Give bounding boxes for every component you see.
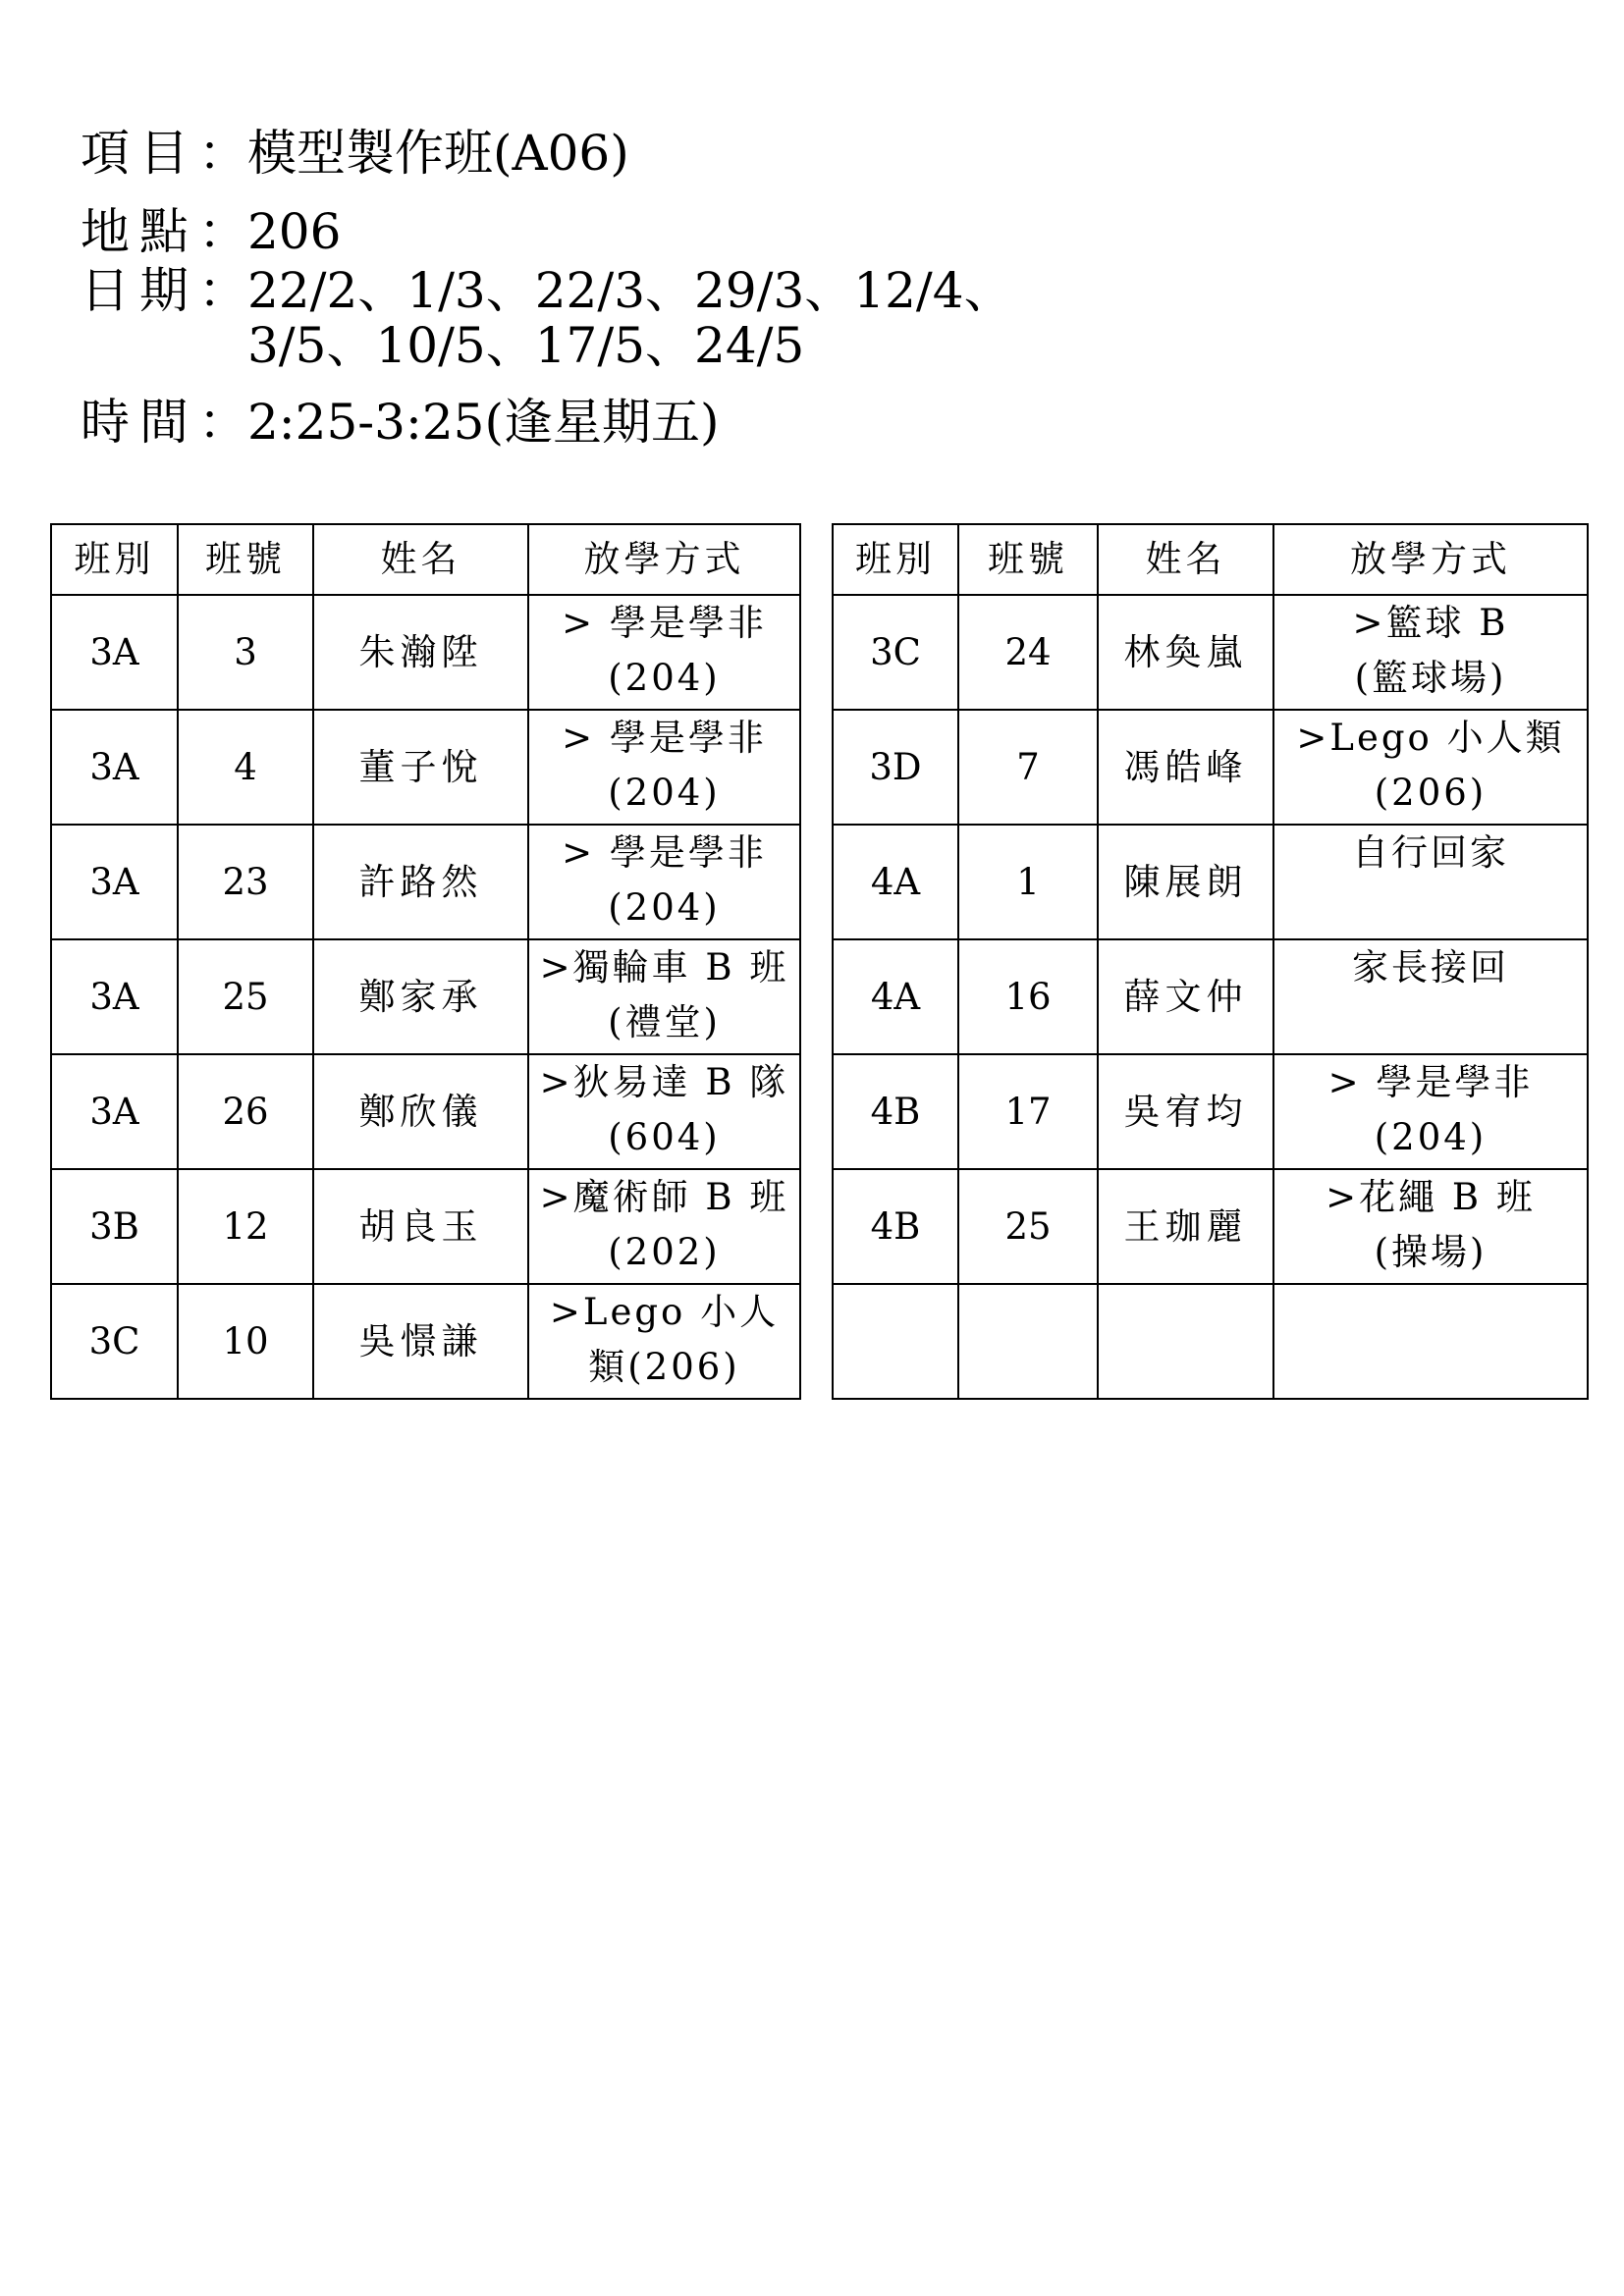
roster-table-right <box>832 523 1589 1400</box>
class-cell: 4A <box>833 939 958 1054</box>
number-cell: 1 <box>958 825 1098 939</box>
number-cell: 3 <box>178 595 313 710</box>
class-cell: 4B <box>833 1054 958 1169</box>
name-cell: 薛文仲 <box>1098 939 1273 1054</box>
table-row <box>51 710 800 825</box>
table-row <box>833 825 1588 939</box>
table-row <box>833 939 1588 1054</box>
date-line-2: 3/5、10/5、17/5、24/5 <box>247 317 805 374</box>
item-label: 項目 <box>81 125 198 182</box>
number-cell: 16 <box>958 939 1098 1054</box>
method-line-2: (操場) <box>1374 1231 1488 1273</box>
method-cell <box>1273 939 1588 1054</box>
method-line-1: >獨輪車 B 班 <box>539 946 789 988</box>
name-cell: 陳展朗 <box>1098 825 1273 939</box>
column-header-name: 姓名 <box>313 524 528 595</box>
method-line-1: >狄易達 B 隊 <box>539 1061 789 1103</box>
method-cell <box>1273 1284 1588 1399</box>
method-cell <box>528 825 800 939</box>
roster-table-left <box>50 523 801 1400</box>
method-line-2: (202) <box>608 1231 721 1273</box>
item-colon: ： <box>198 125 247 182</box>
class-cell: 3B <box>51 1169 178 1284</box>
item-row <box>81 126 1013 181</box>
column-header-number: 班號 <box>958 524 1098 595</box>
table-row <box>833 1169 1588 1284</box>
header-row <box>51 524 800 595</box>
column-header-class: 班別 <box>51 524 178 595</box>
method-line-2: (204) <box>608 886 721 929</box>
name-cell: 朱瀚陞 <box>313 595 528 710</box>
time-value: 2:25-3:25(逢星期五) <box>247 394 720 451</box>
name-cell: 馮皓峰 <box>1098 710 1273 825</box>
method-cell <box>1273 1169 1588 1284</box>
class-cell <box>833 1284 958 1399</box>
name-cell: 許路然 <box>313 825 528 939</box>
method-cell <box>528 1054 800 1169</box>
method-line-2: (禮堂) <box>608 1001 721 1043</box>
method-line-1: >魔術師 B 班 <box>539 1176 789 1218</box>
table-row <box>833 710 1588 825</box>
number-cell: 24 <box>958 595 1098 710</box>
class-cell: 3A <box>51 1054 178 1169</box>
item-value: 模型製作班(A06) <box>247 125 629 182</box>
date-row <box>81 263 1013 373</box>
time-colon: ： <box>198 394 247 451</box>
column-header-class: 班別 <box>833 524 958 595</box>
method-line-1: >Lego 小人類 <box>1296 717 1565 759</box>
number-cell: 4 <box>178 710 313 825</box>
number-cell: 25 <box>958 1169 1098 1284</box>
number-cell: 10 <box>178 1284 313 1399</box>
date-values <box>247 263 1013 373</box>
number-cell: 25 <box>178 939 313 1054</box>
time-row <box>81 395 1013 450</box>
table-row <box>833 595 1588 710</box>
name-cell: 鄭欣儀 <box>313 1054 528 1169</box>
column-header-method: 放學方式 <box>528 524 800 595</box>
method-cell <box>1273 1054 1588 1169</box>
table-row <box>833 1054 1588 1169</box>
method-cell <box>528 1284 800 1399</box>
column-header-name: 姓名 <box>1098 524 1273 595</box>
activity-info <box>81 126 1013 450</box>
name-cell: 王珈麗 <box>1098 1169 1273 1284</box>
table-row-empty <box>833 1284 1588 1399</box>
name-cell: 吳憬謙 <box>313 1284 528 1399</box>
method-line-1: >花繩 B 班 <box>1326 1176 1536 1218</box>
class-cell: 4A <box>833 825 958 939</box>
number-cell: 17 <box>958 1054 1098 1169</box>
name-cell: 胡良玉 <box>313 1169 528 1284</box>
place-value: 206 <box>247 203 342 260</box>
name-cell: 林奐嵐 <box>1098 595 1273 710</box>
table-row <box>51 1054 800 1169</box>
method-line-1: 自行回家 <box>1352 831 1509 874</box>
date-line-1: 22/2、1/3、22/3、29/3、12/4、 <box>247 262 1013 319</box>
class-cell: 3A <box>51 710 178 825</box>
method-line-1: > 學是學非 <box>562 717 767 759</box>
number-cell: 23 <box>178 825 313 939</box>
method-line-1: > 學是學非 <box>1327 1061 1534 1103</box>
place-label: 地點 <box>81 203 198 260</box>
method-cell <box>1273 710 1588 825</box>
time-label: 時間 <box>81 394 198 451</box>
place-colon: ： <box>198 203 247 260</box>
table-row <box>51 595 800 710</box>
method-line-1: >籃球 B <box>1352 602 1509 644</box>
method-cell <box>528 710 800 825</box>
number-cell: 26 <box>178 1054 313 1169</box>
method-line-2: (604) <box>608 1116 721 1158</box>
table-row <box>51 1169 800 1284</box>
number-cell: 12 <box>178 1169 313 1284</box>
method-cell <box>1273 825 1588 939</box>
column-header-method: 放學方式 <box>1273 524 1588 595</box>
method-cell <box>528 595 800 710</box>
name-cell <box>1098 1284 1273 1399</box>
method-line-1: > 學是學非 <box>562 831 767 874</box>
column-header-number: 班號 <box>178 524 313 595</box>
method-line-2: (204) <box>608 772 721 814</box>
place-row <box>81 204 1013 259</box>
method-line-1: 家長接回 <box>1352 946 1509 988</box>
method-cell <box>1273 595 1588 710</box>
method-line-2: (204) <box>608 657 721 699</box>
method-cell <box>528 939 800 1054</box>
date-label: 日期 <box>81 262 198 319</box>
method-line-1: >Lego 小人 <box>549 1291 780 1333</box>
number-cell <box>958 1284 1098 1399</box>
name-cell: 鄭家承 <box>313 939 528 1054</box>
date-colon: ： <box>198 262 247 319</box>
method-line-1: > 學是學非 <box>562 602 767 644</box>
method-line-2: 類(206) <box>588 1346 740 1388</box>
class-cell: 3A <box>51 595 178 710</box>
table-row <box>51 825 800 939</box>
name-cell: 董子悅 <box>313 710 528 825</box>
class-cell: 3A <box>51 939 178 1054</box>
class-cell: 3A <box>51 825 178 939</box>
table-row <box>51 939 800 1054</box>
class-cell: 3C <box>833 595 958 710</box>
class-cell: 4B <box>833 1169 958 1284</box>
class-cell: 3C <box>51 1284 178 1399</box>
method-cell <box>528 1169 800 1284</box>
method-line-2: (206) <box>1374 772 1488 814</box>
class-cell: 3D <box>833 710 958 825</box>
header-row <box>833 524 1588 595</box>
number-cell: 7 <box>958 710 1098 825</box>
method-line-2: (204) <box>1374 1116 1488 1158</box>
table-row <box>51 1284 800 1399</box>
name-cell: 吳宥均 <box>1098 1054 1273 1169</box>
method-line-2: (籃球場) <box>1354 657 1507 699</box>
